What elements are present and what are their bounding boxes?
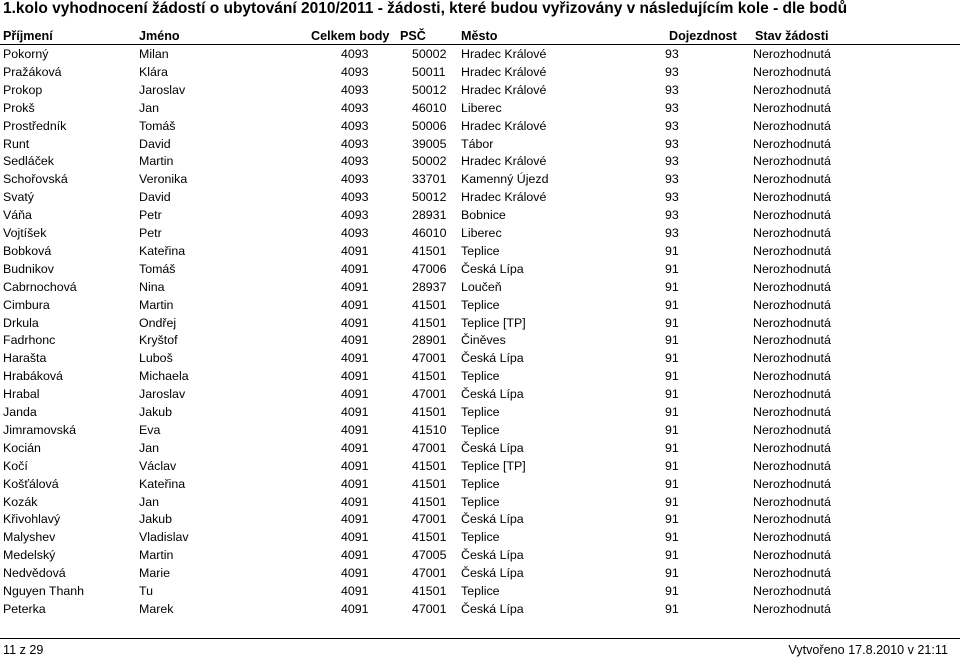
cell-city: Teplice bbox=[461, 297, 500, 312]
cell-first-name: Nina bbox=[139, 279, 165, 294]
cell-first-name: Klára bbox=[139, 64, 168, 79]
cell-psc: 47001 bbox=[412, 440, 447, 455]
cell-surname: Hrabal bbox=[3, 387, 40, 402]
cell-city: Hradec Králové bbox=[461, 190, 547, 205]
table-row bbox=[0, 136, 960, 154]
created-timestamp: Vytvořeno 17.8.2010 v 21:11 bbox=[788, 643, 948, 657]
cell-psc: 47001 bbox=[412, 512, 447, 527]
cell-first-name: Kryštof bbox=[139, 333, 178, 348]
cell-points: 4091 bbox=[341, 261, 369, 276]
cell-first-name: Petr bbox=[139, 208, 162, 223]
cell-city: Teplice bbox=[461, 494, 500, 509]
cell-points: 4093 bbox=[341, 64, 369, 79]
cell-points: 4091 bbox=[341, 566, 369, 581]
cell-points: 4091 bbox=[341, 512, 369, 527]
cell-distance: 91 bbox=[665, 261, 679, 276]
cell-surname: Jimramovská bbox=[3, 422, 76, 437]
cell-distance: 91 bbox=[665, 548, 679, 563]
table-row bbox=[0, 547, 960, 565]
cell-points: 4091 bbox=[341, 243, 369, 258]
cell-first-name: Tomáš bbox=[139, 118, 176, 133]
cell-status: Nerozhodnutá bbox=[753, 297, 831, 312]
cell-status: Nerozhodnutá bbox=[753, 190, 831, 205]
cell-psc: 33701 bbox=[412, 172, 447, 187]
table-row bbox=[0, 279, 960, 297]
table-row bbox=[0, 100, 960, 118]
cell-status: Nerozhodnutá bbox=[753, 530, 831, 545]
cell-distance: 91 bbox=[665, 530, 679, 545]
table-row bbox=[0, 494, 960, 512]
cell-city: Česká Lípa bbox=[461, 440, 524, 455]
column-header-first-name: Jméno bbox=[139, 29, 180, 43]
table-row bbox=[0, 440, 960, 458]
cell-distance: 93 bbox=[665, 136, 679, 151]
cell-surname: Kozák bbox=[3, 494, 38, 509]
cell-points: 4091 bbox=[341, 369, 369, 384]
cell-status: Nerozhodnutá bbox=[753, 458, 831, 473]
cell-distance: 91 bbox=[665, 601, 679, 616]
cell-status: Nerozhodnutá bbox=[753, 584, 831, 598]
cell-city: Teplice [TP] bbox=[461, 458, 526, 473]
cell-city: Teplice bbox=[461, 243, 500, 258]
cell-status: Nerozhodnutá bbox=[753, 369, 831, 384]
cell-psc: 50011 bbox=[412, 64, 446, 79]
table-row bbox=[0, 225, 960, 243]
cell-first-name: Ondřej bbox=[139, 315, 177, 330]
cell-city: Hradec Králové bbox=[461, 82, 547, 97]
table-row bbox=[0, 350, 960, 368]
cell-points: 4091 bbox=[341, 297, 369, 312]
cell-psc: 28931 bbox=[412, 208, 447, 223]
cell-city: Tábor bbox=[461, 136, 494, 151]
cell-points: 4093 bbox=[341, 208, 369, 223]
column-header-surname: Příjmení bbox=[3, 29, 53, 43]
cell-city: Hradec Králové bbox=[461, 64, 547, 79]
page-number: 11 z 29 bbox=[3, 643, 44, 657]
cell-city: Hradec Králové bbox=[461, 47, 547, 61]
cell-distance: 93 bbox=[665, 226, 679, 240]
cell-surname: Křivohlavý bbox=[3, 512, 61, 527]
cell-status: Nerozhodnutá bbox=[753, 405, 831, 419]
table-row bbox=[0, 82, 960, 100]
cell-surname: Pokorný bbox=[3, 47, 49, 61]
cell-city: Činěves bbox=[461, 333, 506, 348]
cell-psc: 46010 bbox=[412, 226, 447, 240]
table-row bbox=[0, 601, 960, 619]
cell-psc: 47001 bbox=[412, 387, 447, 402]
cell-distance: 91 bbox=[665, 387, 679, 402]
cell-city: Česká Lípa bbox=[461, 566, 524, 581]
cell-psc: 41501 bbox=[412, 369, 447, 384]
cell-distance: 93 bbox=[665, 82, 679, 97]
cell-status: Nerozhodnutá bbox=[753, 47, 831, 61]
cell-psc: 46010 bbox=[412, 100, 447, 115]
cell-status: Nerozhodnutá bbox=[753, 333, 831, 348]
cell-surname: Hrabáková bbox=[3, 369, 63, 384]
cell-status: Nerozhodnutá bbox=[753, 136, 831, 151]
cell-first-name: Jakub bbox=[139, 405, 173, 419]
cell-first-name: Marek bbox=[139, 601, 174, 616]
cell-status: Nerozhodnutá bbox=[753, 261, 831, 276]
cell-city: Česká Lípa bbox=[461, 512, 524, 527]
cell-status: Nerozhodnutá bbox=[753, 243, 831, 258]
cell-status: Nerozhodnutá bbox=[753, 172, 831, 187]
cell-status: Nerozhodnutá bbox=[753, 422, 831, 437]
cell-surname: Prokop bbox=[3, 82, 43, 97]
cell-surname: Svatý bbox=[3, 190, 34, 205]
cell-city: Hradec Králové bbox=[461, 118, 547, 133]
cell-surname: Malyshev bbox=[3, 530, 56, 545]
cell-first-name: Veronika bbox=[139, 172, 188, 187]
cell-points: 4093 bbox=[341, 136, 369, 151]
cell-psc: 41501 bbox=[412, 458, 447, 473]
cell-psc: 41501 bbox=[412, 243, 447, 258]
cell-surname: Fadrhonc bbox=[3, 333, 56, 348]
table-row bbox=[0, 583, 960, 601]
table-row bbox=[0, 404, 960, 422]
cell-surname: Cimbura bbox=[3, 297, 50, 312]
cell-psc: 41501 bbox=[412, 297, 447, 312]
column-header-distance: Dojezdnost bbox=[669, 29, 737, 43]
cell-psc: 39005 bbox=[412, 136, 447, 151]
cell-points: 4091 bbox=[341, 458, 369, 473]
cell-city: Teplice [TP] bbox=[461, 315, 526, 330]
cell-points: 4091 bbox=[341, 422, 369, 437]
cell-status: Nerozhodnutá bbox=[753, 476, 831, 491]
cell-distance: 93 bbox=[665, 154, 679, 169]
cell-distance: 93 bbox=[665, 100, 679, 115]
cell-status: Nerozhodnutá bbox=[753, 154, 831, 169]
cell-first-name: Tomáš bbox=[139, 261, 176, 276]
column-header-status: Stav žádosti bbox=[755, 29, 829, 43]
cell-psc: 41501 bbox=[412, 530, 447, 545]
cell-status: Nerozhodnutá bbox=[753, 387, 831, 402]
cell-distance: 91 bbox=[665, 440, 679, 455]
cell-points: 4091 bbox=[341, 279, 369, 294]
cell-distance: 91 bbox=[665, 584, 679, 598]
cell-surname: Vojtíšek bbox=[3, 226, 47, 240]
cell-surname: Prostředník bbox=[3, 118, 67, 133]
cell-psc: 41501 bbox=[412, 405, 447, 419]
cell-surname: Bobková bbox=[3, 243, 52, 258]
cell-first-name: Jan bbox=[139, 100, 159, 115]
table-row bbox=[0, 511, 960, 529]
cell-psc: 41510 bbox=[412, 422, 447, 437]
column-header-psc: PSČ bbox=[400, 29, 426, 43]
cell-city: Česká Lípa bbox=[461, 261, 524, 276]
column-header-points: Celkem body bbox=[311, 29, 390, 43]
cell-first-name: David bbox=[139, 190, 171, 205]
cell-psc: 50012 bbox=[412, 82, 447, 97]
cell-status: Nerozhodnutá bbox=[753, 566, 831, 581]
cell-status: Nerozhodnutá bbox=[753, 512, 831, 527]
cell-status: Nerozhodnutá bbox=[753, 440, 831, 455]
cell-city: Liberec bbox=[461, 226, 502, 240]
table-row bbox=[0, 243, 960, 261]
cell-city: Hradec Králové bbox=[461, 154, 547, 169]
cell-status: Nerozhodnutá bbox=[753, 118, 831, 133]
table-row bbox=[0, 386, 960, 404]
cell-surname: Váňa bbox=[3, 208, 32, 223]
table-row bbox=[0, 171, 960, 189]
cell-distance: 91 bbox=[665, 351, 679, 366]
cell-status: Nerozhodnutá bbox=[753, 494, 831, 509]
cell-psc: 50002 bbox=[412, 154, 447, 169]
cell-points: 4093 bbox=[341, 47, 369, 61]
cell-first-name: Tu bbox=[139, 584, 153, 598]
cell-points: 4093 bbox=[341, 226, 369, 240]
cell-distance: 91 bbox=[665, 422, 679, 437]
cell-psc: 41501 bbox=[412, 584, 447, 598]
cell-psc: 47001 bbox=[412, 351, 447, 366]
cell-status: Nerozhodnutá bbox=[753, 601, 831, 616]
column-header-city: Město bbox=[461, 29, 498, 43]
cell-city: Česká Lípa bbox=[461, 387, 524, 402]
cell-distance: 91 bbox=[665, 243, 679, 258]
cell-distance: 91 bbox=[665, 297, 679, 312]
cell-first-name: Martin bbox=[139, 154, 174, 169]
table-row bbox=[0, 422, 960, 440]
table-row bbox=[0, 46, 960, 64]
cell-surname: Kočí bbox=[3, 458, 28, 473]
cell-first-name: David bbox=[139, 136, 171, 151]
page-title: 1.kolo vyhodnocení žádostí o ubytování 2010/2011 - žádosti, které budou vyřizovány v následujícím kole - dle bodů bbox=[3, 0, 848, 17]
cell-first-name: Kateřina bbox=[139, 243, 186, 258]
cell-first-name: Eva bbox=[139, 422, 161, 437]
cell-points: 4091 bbox=[341, 584, 369, 598]
cell-first-name: Luboš bbox=[139, 351, 173, 366]
cell-first-name: Jakub bbox=[139, 512, 173, 527]
cell-first-name: Vladislav bbox=[139, 530, 189, 545]
table-row bbox=[0, 207, 960, 225]
cell-distance: 93 bbox=[665, 172, 679, 187]
cell-psc: 28937 bbox=[412, 279, 447, 294]
cell-city: Česká Lípa bbox=[461, 601, 524, 616]
cell-surname: Nguyen Thanh bbox=[3, 584, 85, 598]
table-row bbox=[0, 261, 960, 279]
table-row bbox=[0, 458, 960, 476]
cell-first-name: Jaroslav bbox=[139, 387, 186, 402]
cell-distance: 93 bbox=[665, 47, 679, 61]
cell-distance: 91 bbox=[665, 369, 679, 384]
cell-points: 4091 bbox=[341, 476, 369, 491]
cell-psc: 47001 bbox=[412, 601, 447, 616]
cell-surname: Kocián bbox=[3, 440, 41, 455]
table-row bbox=[0, 529, 960, 547]
cell-distance: 91 bbox=[665, 512, 679, 527]
cell-points: 4091 bbox=[341, 548, 369, 563]
table-row bbox=[0, 565, 960, 583]
cell-psc: 47006 bbox=[412, 261, 447, 276]
cell-points: 4091 bbox=[341, 440, 369, 455]
cell-distance: 93 bbox=[665, 118, 679, 133]
cell-psc: 47001 bbox=[412, 566, 447, 581]
cell-points: 4091 bbox=[341, 351, 369, 366]
cell-city: Česká Lípa bbox=[461, 548, 524, 563]
table-row bbox=[0, 332, 960, 350]
cell-city: Teplice bbox=[461, 405, 500, 419]
cell-points: 4093 bbox=[341, 118, 369, 133]
cell-first-name: Petr bbox=[139, 226, 162, 240]
cell-first-name: Jaroslav bbox=[139, 82, 186, 97]
cell-surname: Cabrnochová bbox=[3, 279, 77, 294]
cell-points: 4093 bbox=[341, 100, 369, 115]
cell-psc: 50006 bbox=[412, 118, 447, 133]
cell-status: Nerozhodnutá bbox=[753, 226, 831, 240]
cell-points: 4091 bbox=[341, 333, 369, 348]
cell-city: Teplice bbox=[461, 369, 500, 384]
cell-first-name: Martin bbox=[139, 548, 174, 563]
cell-city: Teplice bbox=[461, 530, 500, 545]
cell-city: Česká Lípa bbox=[461, 351, 524, 366]
cell-status: Nerozhodnutá bbox=[753, 100, 831, 115]
cell-status: Nerozhodnutá bbox=[753, 279, 831, 294]
cell-surname: Drkula bbox=[3, 315, 39, 330]
cell-city: Teplice bbox=[461, 476, 500, 491]
cell-psc: 41501 bbox=[412, 476, 447, 491]
cell-distance: 91 bbox=[665, 566, 679, 581]
cell-psc: 28901 bbox=[412, 333, 447, 348]
cell-status: Nerozhodnutá bbox=[753, 315, 831, 330]
table-header bbox=[0, 28, 960, 45]
cell-status: Nerozhodnutá bbox=[753, 208, 831, 223]
cell-surname: Harašta bbox=[3, 351, 47, 366]
cell-distance: 93 bbox=[665, 64, 679, 79]
cell-points: 4091 bbox=[341, 494, 369, 509]
cell-status: Nerozhodnutá bbox=[753, 548, 831, 563]
table-row bbox=[0, 189, 960, 207]
cell-surname: Sedláček bbox=[3, 154, 54, 169]
cell-city: Liberec bbox=[461, 100, 502, 115]
cell-distance: 91 bbox=[665, 476, 679, 491]
cell-first-name: Martin bbox=[139, 297, 174, 312]
cell-points: 4093 bbox=[341, 172, 369, 187]
cell-city: Loučeň bbox=[461, 279, 502, 294]
cell-status: Nerozhodnutá bbox=[753, 351, 831, 366]
cell-psc: 47005 bbox=[412, 548, 447, 563]
table-row bbox=[0, 476, 960, 494]
cell-points: 4093 bbox=[341, 82, 369, 97]
cell-distance: 91 bbox=[665, 333, 679, 348]
cell-city: Teplice bbox=[461, 422, 500, 437]
cell-first-name: Marie bbox=[139, 566, 170, 581]
cell-distance: 93 bbox=[665, 208, 679, 223]
cell-first-name: Michaela bbox=[139, 369, 189, 384]
cell-distance: 91 bbox=[665, 494, 679, 509]
cell-points: 4091 bbox=[341, 601, 369, 616]
table-row bbox=[0, 315, 960, 333]
cell-distance: 91 bbox=[665, 458, 679, 473]
cell-surname: Peterka bbox=[3, 601, 46, 616]
cell-distance: 91 bbox=[665, 279, 679, 294]
cell-first-name: Milan bbox=[139, 47, 169, 61]
cell-points: 4091 bbox=[341, 387, 369, 402]
cell-psc: 41501 bbox=[412, 494, 447, 509]
cell-surname: Nedvědová bbox=[3, 566, 66, 581]
cell-surname: Budnikov bbox=[3, 261, 54, 276]
table-row bbox=[0, 64, 960, 82]
table-row bbox=[0, 153, 960, 171]
cell-status: Nerozhodnutá bbox=[753, 64, 831, 79]
cell-surname: Pražáková bbox=[3, 64, 62, 79]
cell-surname: Košťálová bbox=[3, 476, 59, 491]
cell-first-name: Kateřina bbox=[139, 476, 186, 491]
cell-points: 4091 bbox=[341, 530, 369, 545]
page-footer bbox=[0, 638, 960, 659]
cell-first-name: Václav bbox=[139, 458, 177, 473]
cell-distance: 93 bbox=[665, 190, 679, 205]
table-row bbox=[0, 297, 960, 315]
cell-psc: 41501 bbox=[412, 315, 447, 330]
cell-city: Teplice bbox=[461, 584, 500, 598]
cell-points: 4093 bbox=[341, 154, 369, 169]
cell-surname: Prokš bbox=[3, 100, 35, 115]
cell-city: Kamenný Újezd bbox=[461, 172, 549, 187]
cell-surname: Runt bbox=[3, 136, 30, 151]
cell-first-name: Jan bbox=[139, 494, 159, 509]
cell-status: Nerozhodnutá bbox=[753, 82, 831, 97]
cell-surname: Schořovská bbox=[3, 172, 68, 187]
cell-points: 4093 bbox=[341, 190, 369, 205]
cell-psc: 50002 bbox=[412, 47, 447, 61]
table-row bbox=[0, 118, 960, 136]
cell-points: 4091 bbox=[341, 405, 369, 419]
table-row bbox=[0, 368, 960, 386]
cell-surname: Janda bbox=[3, 405, 37, 419]
cell-first-name: Jan bbox=[139, 440, 159, 455]
cell-psc: 50012 bbox=[412, 190, 447, 205]
cell-surname: Medelský bbox=[3, 548, 56, 563]
cell-distance: 91 bbox=[665, 405, 679, 419]
cell-city: Bobnice bbox=[461, 208, 506, 223]
cell-points: 4091 bbox=[341, 315, 369, 330]
cell-distance: 91 bbox=[665, 315, 679, 330]
